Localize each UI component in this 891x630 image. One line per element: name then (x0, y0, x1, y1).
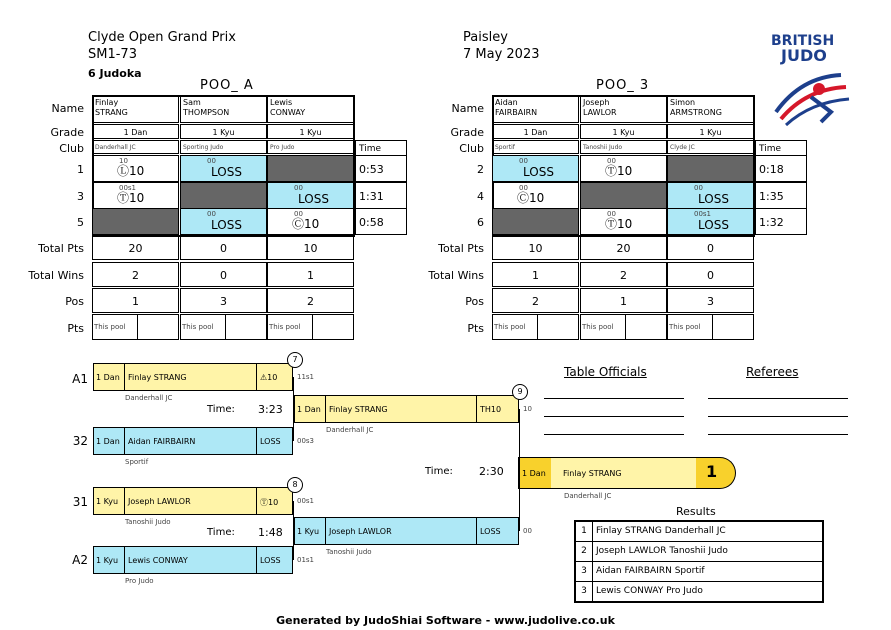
result-score-small: 00 (694, 184, 703, 192)
result-score-small: 00 (607, 157, 616, 165)
result-score: LOSS (298, 192, 329, 206)
player-grade: 1 Dan (92, 124, 179, 139)
pool-points-cell (180, 314, 267, 340)
match-number: 5 (77, 216, 84, 229)
result-score-small: 00 (294, 210, 303, 218)
match-time: 3:23 (258, 403, 283, 416)
row-label: Pos (465, 295, 484, 308)
result-cell (180, 155, 267, 182)
referees-heading: Referees (746, 365, 799, 379)
winner-club: Danderhall JC (564, 492, 612, 500)
pool-points-cell (492, 314, 579, 340)
bracket-club: Sportif (125, 458, 149, 466)
result-cell (267, 182, 354, 209)
table-officials-heading: Table Officials (564, 365, 647, 379)
results-name: Lewis CONWAY Pro Judo (596, 586, 703, 596)
total-points: 0 (667, 235, 754, 260)
match-number: 3 (77, 190, 84, 203)
row-label: Total Wins (28, 269, 84, 282)
player-club: Clyde JC (667, 140, 754, 154)
row-label: Total Pts (438, 242, 484, 255)
player-club: Pro Judo (267, 140, 354, 154)
blocked-cell (267, 155, 354, 182)
bracket-club: Danderhall JC (125, 394, 173, 402)
winner-grade: 1 Dan (522, 469, 546, 478)
player-first-name: Finlay (95, 98, 119, 107)
divider (476, 518, 477, 544)
results-place: 3 (576, 582, 593, 601)
match-number-circle: 8 (287, 477, 303, 493)
bracket-extra: 00s3 (297, 437, 315, 445)
divider (256, 488, 257, 514)
blocked-cell (492, 208, 579, 235)
bracket-player (93, 363, 293, 391)
this-pool-label: This pool (269, 323, 301, 331)
position: 1 (92, 288, 179, 313)
bracket-club: Tanoshii Judo (125, 518, 171, 526)
bracket-extra: 01s1 (297, 556, 315, 564)
official-line (544, 398, 684, 399)
bracket-extra: 00 (523, 527, 532, 535)
player-first-name: Sam (183, 98, 201, 107)
divider (312, 315, 313, 339)
judoka-count: 6 Judoka (88, 67, 142, 80)
result-score: Ⓣ10 (605, 217, 633, 231)
referee-line (708, 434, 848, 435)
match-number-circle: 9 (512, 384, 528, 400)
this-pool-label: This pool (94, 323, 126, 331)
winner-name: Finlay STRANG (563, 469, 622, 478)
pool-b-title: POO_ 3 (596, 78, 650, 93)
bracket-grade: 1 Kyu (96, 497, 119, 506)
player-name-cell (92, 95, 179, 123)
pool-points-cell (667, 314, 754, 340)
divider (124, 488, 125, 514)
player-first-name: Aidan (495, 98, 518, 107)
bracket-name: Finlay STRANG (128, 373, 187, 382)
bracket-name: Aidan FAIRBAIRN (128, 437, 196, 446)
match-time: 1:32 (755, 208, 807, 235)
bracket-score: LOSS (260, 556, 281, 565)
bracket-player (93, 487, 293, 515)
results-name: Aidan FAIRBAIRN Sportif (596, 566, 705, 576)
divider (537, 315, 538, 339)
total-points: 10 (492, 235, 579, 260)
time-header: Time (355, 140, 407, 156)
winner-box (518, 457, 718, 489)
results-row (576, 522, 822, 542)
position: 2 (267, 288, 354, 313)
row-label: Grade (50, 126, 84, 139)
result-score-small: 00 (519, 184, 528, 192)
divider (124, 547, 125, 573)
seed-label: 32 (72, 434, 88, 448)
result-cell (492, 182, 579, 209)
result-score: LOSS (211, 218, 242, 232)
connector (293, 377, 294, 441)
result-score-small: 10 (119, 157, 128, 165)
player-club: Danderhall JC (92, 140, 179, 154)
results-place: 3 (576, 562, 593, 581)
this-pool-label: This pool (669, 323, 701, 331)
time-label: Time: (425, 466, 453, 477)
seed-label: 31 (72, 495, 88, 509)
player-grade: 1 Kyu (580, 124, 667, 139)
player-first-name: Joseph (583, 98, 610, 107)
result-score-small: 00 (607, 210, 616, 218)
player-club: Sportif (492, 140, 579, 154)
row-label: Name (451, 102, 484, 115)
player-name-cell (667, 95, 754, 123)
row-label: Club (59, 142, 84, 155)
bracket-grade: 1 Kyu (297, 527, 320, 536)
match-number: 4 (477, 190, 484, 203)
blocked-cell (92, 208, 179, 235)
bracket-name: Lewis CONWAY (128, 556, 188, 565)
position: 3 (180, 288, 267, 313)
player-last-name: THOMPSON (183, 108, 230, 117)
row-label: Pts (467, 322, 484, 335)
match-number: 1 (77, 163, 84, 176)
result-cell (667, 182, 754, 209)
player-grade: 1 Kyu (667, 124, 754, 139)
match-time: 1:35 (755, 182, 807, 209)
player-last-name: STRANG (95, 108, 128, 117)
bracket-extra: 11s1 (297, 373, 315, 381)
player-name-cell (180, 95, 267, 123)
result-cell (92, 182, 179, 209)
results-name: Finlay STRANG Danderhall JC (596, 526, 726, 536)
result-score: Ⓛ10 (117, 164, 145, 178)
time-label: Time: (207, 527, 235, 538)
divider (256, 428, 257, 454)
result-score: LOSS (698, 218, 729, 232)
results-name: Joseph LAWLOR Tanoshii Judo (596, 546, 728, 556)
date: 7 May 2023 (463, 47, 540, 62)
result-score: Ⓣ10 (117, 191, 145, 205)
referee-line (708, 416, 848, 417)
bracket-name: Joseph LAWLOR (128, 497, 191, 506)
logo-text-1: BRITISH (771, 33, 835, 49)
player-name-cell (580, 95, 667, 123)
match-number-circle: 7 (287, 352, 303, 368)
divider (325, 518, 326, 544)
result-score: LOSS (523, 165, 554, 179)
result-cell (180, 208, 267, 235)
pool-points-cell (92, 314, 179, 340)
total-wins: 1 (492, 262, 579, 287)
row-label: Club (459, 142, 484, 155)
time-label: Time: (207, 404, 235, 415)
divider (256, 364, 257, 390)
results-table (574, 520, 824, 603)
bracket-club: Pro Judo (125, 577, 154, 585)
player-last-name: ARMSTRONG (670, 108, 722, 117)
player-grade: 1 Kyu (267, 124, 354, 139)
match-number: 6 (477, 216, 484, 229)
row-label: Total Pts (38, 242, 84, 255)
logo-text-2: JUDO (781, 46, 827, 65)
pool-points-cell (580, 314, 667, 340)
bracket-score: ⚠10 (260, 373, 278, 382)
result-cell (92, 155, 179, 182)
player-first-name: Lewis (270, 98, 293, 107)
result-score-small: 00s1 (119, 184, 137, 192)
row-label: Pts (67, 322, 84, 335)
total-wins: 2 (92, 262, 179, 287)
match-time: 0:58 (355, 208, 407, 235)
results-row (576, 542, 822, 562)
event-title: Clyde Open Grand Prix (88, 30, 236, 45)
row-label: Total Wins (428, 269, 484, 282)
results-row (576, 562, 822, 582)
result-score: LOSS (211, 165, 242, 179)
bracket-extra: 00s1 (297, 497, 315, 505)
official-line (544, 434, 684, 435)
british-judo-logo (771, 33, 861, 131)
bracket-score: Ⓣ10 (260, 498, 279, 507)
result-cell (580, 155, 667, 182)
bracket-player (93, 546, 293, 574)
player-last-name: FAIRBAIRN (495, 108, 538, 117)
blocked-cell (667, 155, 754, 182)
divider (137, 315, 138, 339)
match-time: 0:18 (755, 155, 807, 182)
time-header: Time (755, 140, 807, 156)
category: SM1-73 (88, 47, 137, 62)
result-score: Ⓣ10 (605, 164, 633, 178)
divider (225, 315, 226, 339)
row-label: Pos (65, 295, 84, 308)
results-title: Results (676, 505, 716, 518)
bracket-score: LOSS (260, 437, 281, 446)
match-number: 2 (477, 163, 484, 176)
player-grade: 1 Kyu (180, 124, 267, 139)
total-wins: 2 (580, 262, 667, 287)
bracket-club: Tanoshii Judo (326, 548, 372, 556)
judo-figure-icon (771, 67, 851, 127)
bracket-grade: 1 Dan (96, 373, 120, 382)
result-score: Ⓒ10 (517, 191, 545, 205)
this-pool-label: This pool (182, 323, 214, 331)
official-line (544, 416, 684, 417)
position: 2 (492, 288, 579, 313)
player-first-name: Simon (670, 98, 696, 107)
bracket-player (294, 517, 519, 545)
player-club: Tanoshii Judo (580, 140, 667, 154)
connector (293, 501, 294, 560)
result-cell (580, 208, 667, 235)
bracket-extra: 10 (523, 405, 532, 413)
position: 1 (580, 288, 667, 313)
player-grade: 1 Dan (492, 124, 579, 139)
row-label: Name (51, 102, 84, 115)
divider (124, 364, 125, 390)
player-last-name: LAWLOR (583, 108, 617, 117)
blocked-cell (180, 182, 267, 209)
results-row (576, 582, 822, 601)
divider (325, 396, 326, 422)
total-wins: 1 (267, 262, 354, 287)
total-points: 20 (580, 235, 667, 260)
total-wins: 0 (667, 262, 754, 287)
result-cell (492, 155, 579, 182)
match-time: 2:30 (479, 465, 504, 478)
result-score: Ⓒ10 (292, 217, 320, 231)
seed-label: A2 (72, 553, 88, 567)
bracket-grade: 1 Dan (297, 405, 321, 414)
this-pool-label: This pool (494, 323, 526, 331)
total-points: 0 (180, 235, 267, 260)
result-score-small: 00 (519, 157, 528, 165)
referee-line (708, 398, 848, 399)
bracket-player (93, 427, 293, 455)
divider (124, 428, 125, 454)
connector (519, 409, 520, 531)
result-cell (267, 208, 354, 235)
bracket-player (294, 395, 519, 423)
divider (625, 315, 626, 339)
winner-place: 1 (706, 462, 718, 481)
total-points: 10 (267, 235, 354, 260)
pool-points-cell (267, 314, 354, 340)
result-score-small: 00 (207, 157, 216, 165)
row-label: Grade (450, 126, 484, 139)
bracket-name: Joseph LAWLOR (329, 527, 392, 536)
results-place: 1 (576, 522, 593, 541)
divider (712, 315, 713, 339)
match-time: 1:31 (355, 182, 407, 209)
result-cell (667, 208, 754, 235)
blocked-cell (580, 182, 667, 209)
player-name-cell (492, 95, 579, 123)
result-score-small: 00 (294, 184, 303, 192)
match-time: 1:48 (258, 526, 283, 539)
footer: Generated by JudoShiai Software - www.judolive.co.uk (276, 614, 615, 627)
divider (476, 396, 477, 422)
player-name-cell (267, 95, 354, 123)
result-score-small: 00s1 (694, 210, 712, 218)
seed-label: A1 (72, 372, 88, 386)
results-place: 2 (576, 542, 593, 561)
bracket-score: LOSS (480, 527, 501, 536)
total-wins: 0 (180, 262, 267, 287)
bracket-name: Finlay STRANG (329, 405, 388, 414)
total-points: 20 (92, 235, 179, 260)
this-pool-label: This pool (582, 323, 614, 331)
bracket-score: TH10 (480, 405, 502, 414)
location: Paisley (463, 30, 508, 45)
bracket-grade: 1 Kyu (96, 556, 119, 565)
divider (256, 547, 257, 573)
match-time: 0:53 (355, 155, 407, 182)
player-last-name: CONWAY (270, 108, 306, 117)
result-score-small: 00 (207, 210, 216, 218)
position: 3 (667, 288, 754, 313)
bracket-grade: 1 Dan (96, 437, 120, 446)
bracket-club: Danderhall JC (326, 426, 374, 434)
result-score: LOSS (698, 192, 729, 206)
pool-a-title: POO_ A (200, 78, 254, 93)
player-club: Sporting Judo (180, 140, 267, 154)
